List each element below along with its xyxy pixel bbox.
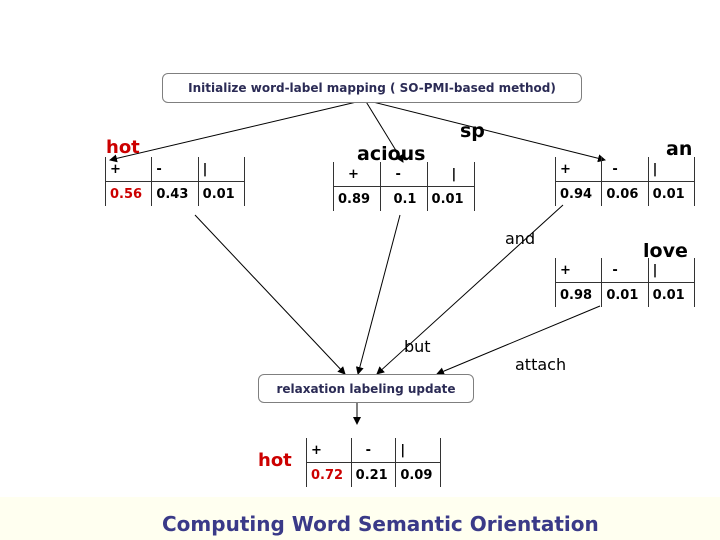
value-negative: 0.1 xyxy=(381,187,427,212)
initialize-mapping-box xyxy=(162,73,582,103)
symbol-positive: + xyxy=(556,157,602,182)
table-result xyxy=(306,438,441,487)
table-hot xyxy=(105,157,245,206)
word-an: an xyxy=(666,138,693,160)
word-love: love xyxy=(643,240,688,262)
value-positive: 0.56 xyxy=(106,182,152,207)
word-attach: attach xyxy=(515,355,567,374)
word-but: but xyxy=(404,337,431,356)
symbol-negative: - xyxy=(381,162,427,187)
relaxation-labeling-box xyxy=(258,374,474,403)
footer-title: Computing Word Semantic Orientation xyxy=(162,512,599,536)
value-positive: 0.72 xyxy=(307,463,352,488)
value-neutral: 0.09 xyxy=(396,463,441,488)
value-positive: 0.89 xyxy=(334,187,381,212)
symbol-positive: + xyxy=(556,258,602,283)
symbol-negative: - xyxy=(351,438,396,463)
symbol-neutral: | xyxy=(648,258,694,283)
word-and: and xyxy=(505,229,536,248)
symbol-neutral: | xyxy=(648,157,694,182)
symbol-negative: - xyxy=(602,157,648,182)
table-love xyxy=(555,258,695,307)
word-sp: sp xyxy=(460,120,485,142)
word-hot-result: hot xyxy=(258,450,292,471)
value-negative: 0.06 xyxy=(602,182,648,207)
symbol-neutral: | xyxy=(198,157,244,182)
value-neutral: 0.01 xyxy=(198,182,244,207)
symbol-negative: - xyxy=(602,258,648,283)
value-positive: 0.98 xyxy=(556,283,602,308)
symbol-positive: + xyxy=(307,438,352,463)
table-an xyxy=(555,157,695,206)
value-positive: 0.94 xyxy=(556,182,602,207)
edge-top-to-hot xyxy=(110,100,365,160)
symbol-neutral: | xyxy=(396,438,441,463)
initialize-mapping-label: Initialize word-label mapping ( SO-PMI-based method) xyxy=(188,81,556,95)
word-hot: hot xyxy=(106,137,140,158)
table-spacious xyxy=(333,162,475,211)
value-negative: 0.43 xyxy=(152,182,198,207)
value-neutral: 0.01 xyxy=(648,283,694,308)
relaxation-labeling-label: relaxation labeling update xyxy=(276,381,456,396)
edge-hot-to-relax xyxy=(195,215,345,374)
symbol-negative: - xyxy=(152,157,198,182)
word-acious: acious xyxy=(357,143,426,165)
symbol-neutral: | xyxy=(427,162,474,187)
value-neutral: 0.01 xyxy=(648,182,694,207)
symbol-positive: + xyxy=(106,157,152,182)
value-negative: 0.21 xyxy=(351,463,396,488)
edge-spacious-to-relax xyxy=(358,215,400,374)
value-negative: 0.01 xyxy=(602,283,648,308)
value-neutral: 0.01 xyxy=(427,187,474,212)
symbol-positive: + xyxy=(334,162,381,187)
